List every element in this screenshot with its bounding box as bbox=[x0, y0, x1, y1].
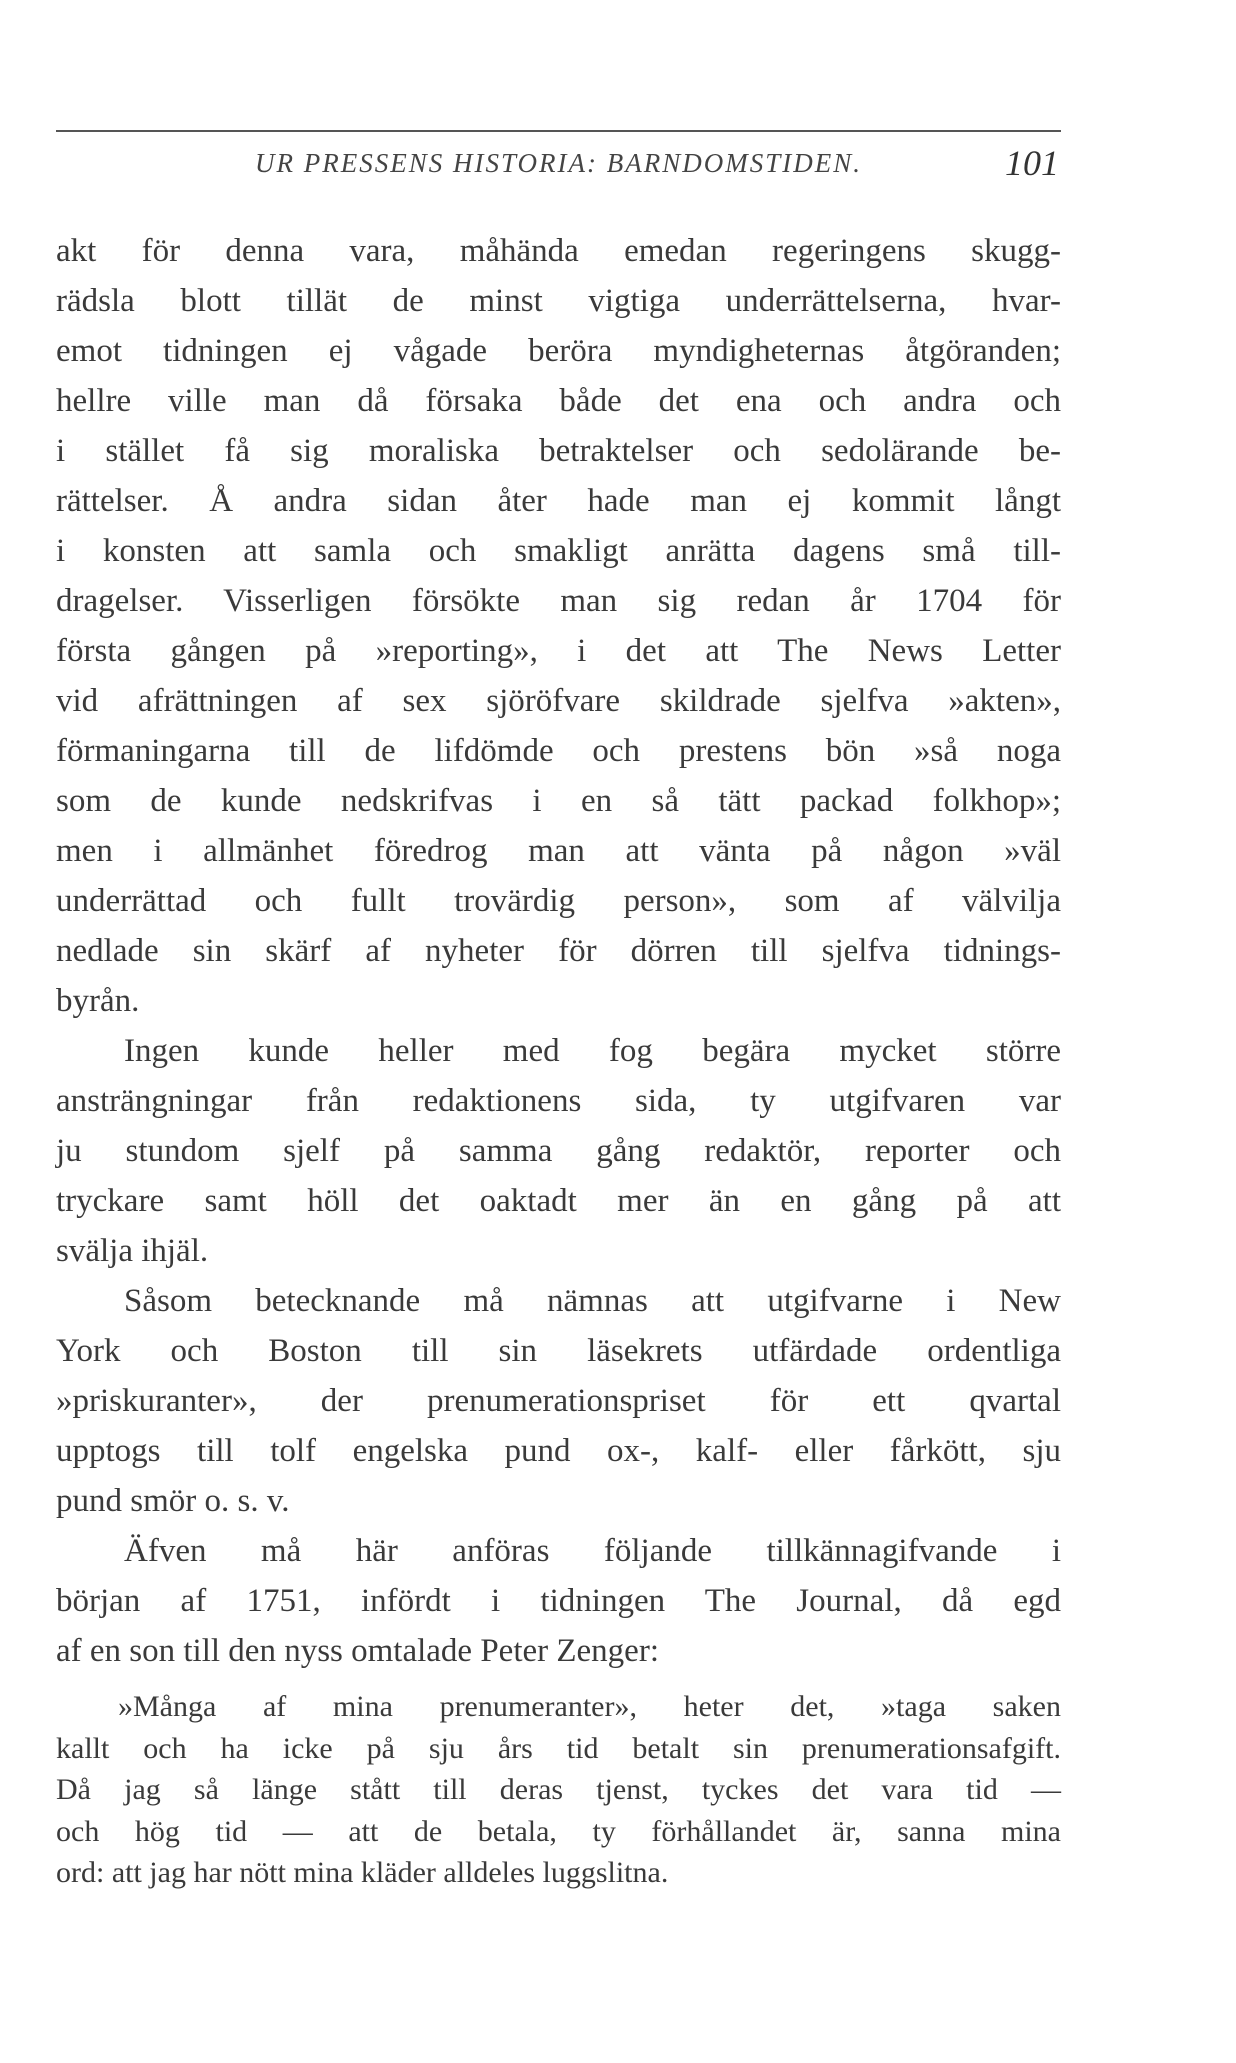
text-line: »priskuranter», der prenumerationspriset för ett qvartal bbox=[56, 1383, 1061, 1419]
text-line: början af 1751, infördt i tidningen The Journal, då egd bbox=[56, 1583, 1061, 1619]
body-text bbox=[56, 226, 1061, 1676]
header-rule bbox=[56, 130, 1061, 132]
text-line: förmaningarna till de lifdömde och prestens bön »så noga bbox=[56, 733, 1061, 769]
paragraph-start-line: Såsom betecknande må nämnas att utgifvarne i New bbox=[124, 1283, 1061, 1319]
text-line: men i allmänhet föredrog man att vänta på någon »väl bbox=[56, 833, 1061, 869]
text-line: nedlade sin skärf af nyheter för dörren till sjelfva tidnings- bbox=[56, 933, 1061, 969]
quote-line: ord: att jag har nött mina kläder alldeles luggslitna. bbox=[56, 1856, 669, 1889]
quote-line: »Många af mina prenumeranter», heter det, »taga saken bbox=[118, 1690, 1061, 1723]
text-line: upptogs till tolf engelska pund ox-, kalf- eller fårkött, sju bbox=[56, 1433, 1061, 1469]
text-line: underrättad och fullt trovärdig person», som af välvilja bbox=[56, 883, 1061, 919]
quote-line: Då jag så länge stått till deras tjenst, tyckes det vara tid — bbox=[56, 1773, 1061, 1806]
text-line: ju stundom sjelf på samma gång redaktör, reporter och bbox=[56, 1133, 1061, 1169]
text-line: af en son till den nyss omtalade Peter Zenger: bbox=[56, 1633, 659, 1669]
text-line: ansträngningar från redaktionens sida, ty utgifvaren var bbox=[56, 1083, 1061, 1119]
text-line: rättelser. Å andra sidan åter hade man ej kommit långt bbox=[56, 483, 1061, 519]
block-quote bbox=[56, 1686, 1061, 1894]
text-line: första gången på »reporting», i det att The News Letter bbox=[56, 633, 1061, 669]
quote-line: kallt och ha icke på sju års tid betalt sin prenumerationsafgift. bbox=[56, 1731, 1061, 1765]
page-number: 101 bbox=[1005, 143, 1059, 183]
paragraph-start-line: Äfven må här anföras följande tillkännagifvande i bbox=[124, 1533, 1061, 1569]
text-line: i konsten att samla och smakligt anrätta dagens små till- bbox=[56, 533, 1061, 569]
text-line: York och Boston till sin läsekrets utfärdade ordentliga bbox=[56, 1333, 1061, 1369]
text-line: rädsla blott tillät de minst vigtiga underrättelserna, hvar- bbox=[56, 283, 1061, 319]
paragraph-start-line: Ingen kunde heller med fog begära mycket större bbox=[124, 1033, 1061, 1069]
running-title: UR PRESSENS HISTORIA: BARNDOMSTIDEN. bbox=[255, 148, 862, 178]
text-line: hellre ville man då försaka både det ena och andra och bbox=[56, 383, 1061, 419]
text-line: svälja ihjäl. bbox=[56, 1233, 209, 1269]
text-line: pund smör o. s. v. bbox=[56, 1483, 290, 1519]
text-line: i stället få sig moraliska betraktelser och sedolärande be- bbox=[56, 433, 1061, 469]
text-line: vid afrättningen af sex sjöröfvare skildrade sjelfva »akten», bbox=[56, 683, 1061, 719]
text-line: byrån. bbox=[56, 983, 140, 1019]
running-header bbox=[56, 138, 1061, 188]
text-line: dragelser. Visserligen försökte man sig redan år 1704 för bbox=[56, 583, 1061, 619]
text-line: tryckare samt höll det oaktadt mer än en gång på att bbox=[56, 1183, 1061, 1219]
text-line: som de kunde nedskrifvas i en så tätt packad folkhop»; bbox=[56, 783, 1061, 819]
text-line: emot tidningen ej vågade beröra myndigheternas åtgöranden; bbox=[56, 333, 1061, 369]
quote-line: och hög tid — att de betala, ty förhållandet är, sanna mina bbox=[56, 1814, 1061, 1848]
text-line: akt för denna vara, måhända emedan regeringens skugg- bbox=[56, 233, 1061, 269]
